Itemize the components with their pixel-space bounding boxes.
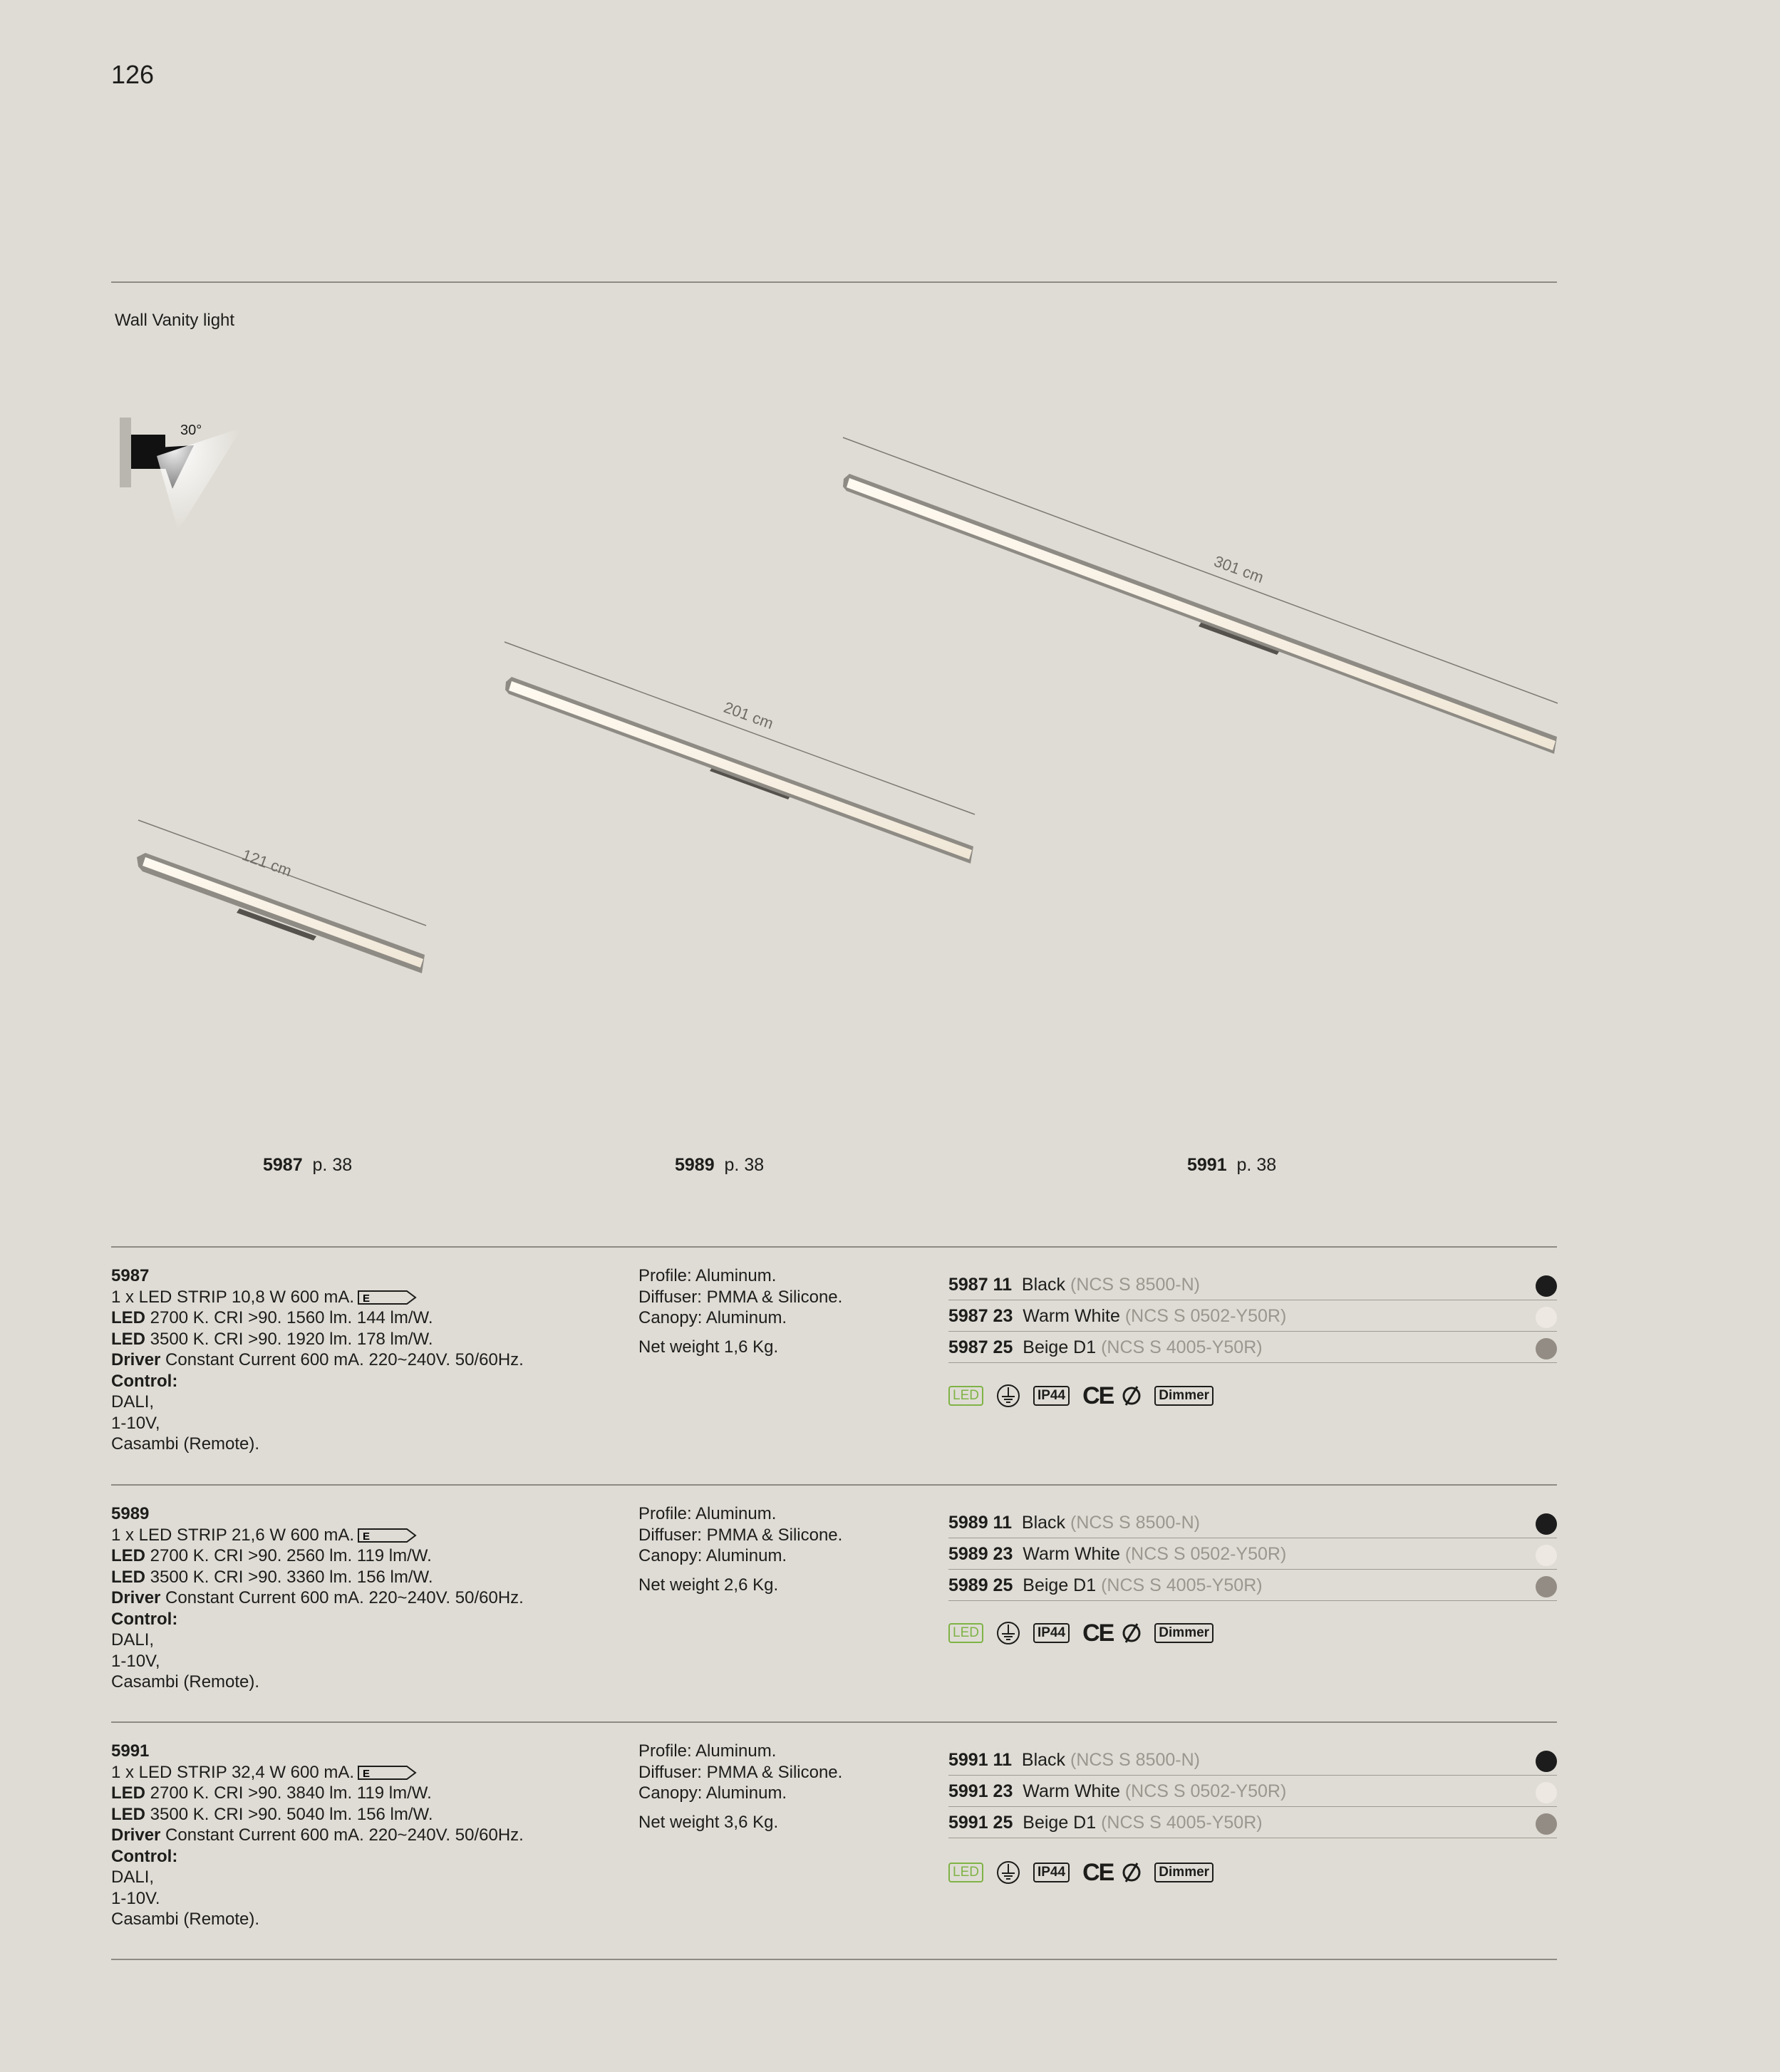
materials-5989: Profile: Aluminum. Diffuser: PMMA & Silicone. Canopy: Aluminum. Net weight 2,6 Kg. (638, 1504, 843, 1595)
color-swatch (1536, 1513, 1557, 1535)
ce-mark-icon: CE (1082, 1859, 1114, 1886)
dim-121: 121 cm (239, 845, 294, 881)
led-badge: LED (948, 1623, 983, 1643)
spec-5987: 5987 1 x LED STRIP 10,8 W 600 mA. E LED 2700 K. CRI >90. 1560 lm. 144 lm/W. LED 3500 K. CRI >90. 1920 lm. 178 lm/W. Driver Constant Current 600 mA. 220~240V. 50/60Hz. Control: DALI, 1-10V, Casambi (Remote). (111, 1266, 524, 1454)
certification-badges-5989 (948, 1621, 1226, 1645)
variants-5987 (948, 1270, 1557, 1364)
recycle-icon (1122, 1621, 1142, 1645)
variant-row: 5987 11 Black (NCS S 8500-N) (948, 1270, 1557, 1300)
section-divider (111, 1721, 1557, 1723)
variant-row: 5991 23 Warm White (NCS S 0502-Y50R) (948, 1777, 1557, 1807)
variant-row: 5987 25 Beige D1 (NCS S 4005-Y50R) (948, 1333, 1557, 1363)
dimmer-badge: Dimmer (1154, 1386, 1214, 1406)
certification-badges-5991 (948, 1860, 1226, 1885)
svg-text:E: E (363, 1768, 371, 1781)
color-swatch (1536, 1576, 1557, 1597)
figure-label-5991: 5991 p. 38 (1187, 1155, 1277, 1175)
color-swatch (1536, 1275, 1557, 1297)
variant-row: 5987 23 Warm White (NCS S 0502-Y50R) (948, 1302, 1557, 1332)
variant-row: 5989 11 Black (NCS S 8500-N) (948, 1508, 1557, 1538)
section-divider (111, 1246, 1557, 1248)
ip44-badge: IP44 (1033, 1386, 1070, 1406)
light-5991 (843, 437, 1558, 754)
class-ii-icon (996, 1384, 1020, 1408)
ce-mark-icon: CE (1082, 1620, 1114, 1647)
angle-label: 30° (180, 423, 202, 438)
variants-5989 (948, 1508, 1557, 1602)
footer-divider (111, 1959, 1557, 1960)
variants-5991 (948, 1746, 1557, 1840)
color-swatch (1536, 1307, 1557, 1328)
light-5989 (504, 642, 975, 864)
variant-row: 5991 25 Beige D1 (NCS S 4005-Y50R) (948, 1808, 1557, 1838)
variant-row: 5989 23 Warm White (NCS S 0502-Y50R) (948, 1540, 1557, 1570)
variant-row: 5991 11 Black (NCS S 8500-N) (948, 1746, 1557, 1776)
color-swatch (1536, 1338, 1557, 1359)
beam-angle-icon (120, 418, 242, 531)
color-swatch (1536, 1545, 1557, 1566)
dim-301: 301 cm (1211, 551, 1266, 587)
materials-5987: Profile: Aluminum. Diffuser: PMMA & Silicone. Canopy: Aluminum. Net weight 1,6 Kg. (638, 1266, 843, 1357)
figure-label-5989: 5989 p. 38 (675, 1155, 765, 1175)
svg-text:E: E (363, 1293, 371, 1305)
figure-label-5987: 5987 p. 38 (263, 1155, 353, 1175)
color-swatch (1536, 1751, 1557, 1772)
light-5987 (137, 820, 426, 973)
energy-label-icon (357, 1765, 417, 1781)
energy-label-icon (357, 1528, 417, 1543)
ip44-badge: IP44 (1033, 1623, 1070, 1643)
class-ii-icon (996, 1621, 1020, 1645)
materials-5991: Profile: Aluminum. Diffuser: PMMA & Silicone. Canopy: Aluminum. Net weight 3,6 Kg. (638, 1741, 843, 1832)
section-divider (111, 1484, 1557, 1486)
led-badge: LED (948, 1386, 983, 1406)
ip44-badge: IP44 (1033, 1863, 1070, 1882)
page-number: 126 (111, 60, 155, 89)
spec-5991: 5991 1 x LED STRIP 32,4 W 600 mA. E LED 2700 K. CRI >90. 3840 lm. 119 lm/W. LED 3500 K. CRI >90. 5040 lm. 156 lm/W. Driver Constant Current 600 mA. 220~240V. 50/60Hz. Control: DALI, 1-10V. Casambi (Remote). (111, 1741, 524, 1929)
dimmer-badge: Dimmer (1154, 1623, 1214, 1643)
svg-text:E: E (363, 1530, 371, 1543)
dimmer-badge: Dimmer (1154, 1863, 1214, 1882)
energy-label-icon (357, 1290, 417, 1305)
spec-5989: 5989 1 x LED STRIP 21,6 W 600 mA. E LED 2700 K. CRI >90. 2560 lm. 119 lm/W. LED 3500 K. CRI >90. 3360 lm. 156 lm/W. Driver Constant Current 600 mA. 220~240V. 50/60Hz. Control: DALI, 1-10V, Casambi (Remote). (111, 1504, 524, 1692)
led-badge: LED (948, 1863, 983, 1882)
color-swatch (1536, 1813, 1557, 1835)
product-illustration (0, 0, 1780, 998)
recycle-icon (1122, 1860, 1142, 1885)
class-ii-icon (996, 1860, 1020, 1885)
ce-mark-icon: CE (1082, 1382, 1114, 1409)
certification-badges-5987 (948, 1384, 1226, 1408)
dim-201: 201 cm (721, 698, 776, 733)
color-swatch (1536, 1782, 1557, 1803)
variant-row: 5989 25 Beige D1 (NCS S 4005-Y50R) (948, 1571, 1557, 1601)
page-subtitle: Wall Vanity light (115, 311, 235, 330)
recycle-icon (1122, 1384, 1142, 1408)
